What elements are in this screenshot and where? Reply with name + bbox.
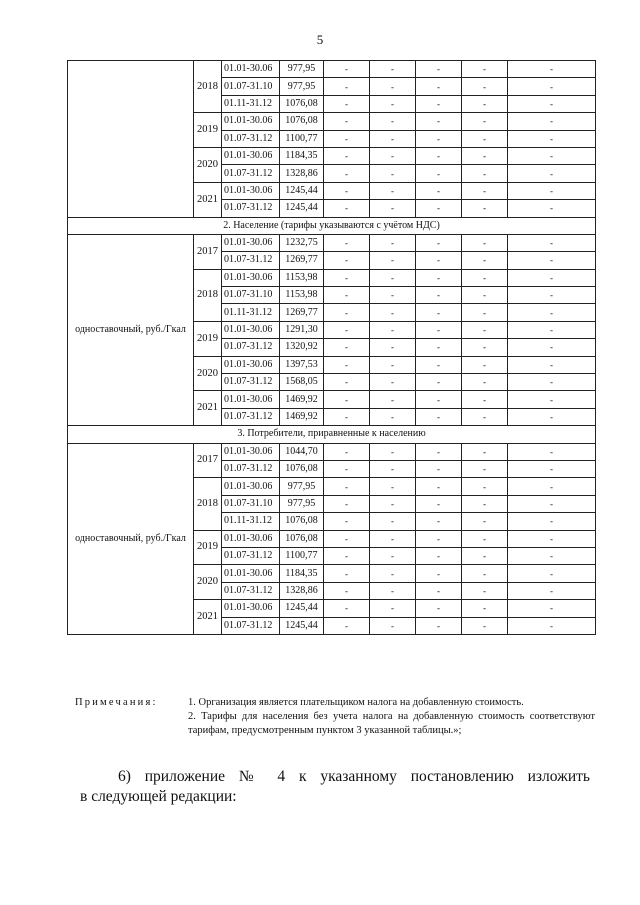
dash-cell: - <box>462 252 508 269</box>
period-cell: 01.11-31.12 <box>222 95 280 112</box>
dash-cell: - <box>416 321 462 338</box>
period-cell: 01.01-30.06 <box>222 61 280 78</box>
dash-cell: - <box>370 165 416 182</box>
tariff-value-cell: 1076,08 <box>280 513 324 530</box>
dash-cell: - <box>416 443 462 460</box>
period-cell: 01.07-31.12 <box>222 547 280 564</box>
dash-cell: - <box>324 269 370 286</box>
tariff-value-cell: 1320,92 <box>280 339 324 356</box>
dash-cell: - <box>462 113 508 130</box>
dash-cell: - <box>324 600 370 617</box>
dash-cell: - <box>416 130 462 147</box>
period-cell: 01.01-30.06 <box>222 234 280 251</box>
tariff-value-cell: 1328,86 <box>280 165 324 182</box>
tariff-value-cell: 977,95 <box>280 78 324 95</box>
dash-cell: - <box>508 252 596 269</box>
dash-cell: - <box>508 565 596 582</box>
dash-cell: - <box>370 408 416 425</box>
dash-cell: - <box>416 200 462 217</box>
dash-cell: - <box>462 321 508 338</box>
dash-cell: - <box>324 304 370 321</box>
dash-cell: - <box>462 61 508 78</box>
dash-cell: - <box>370 147 416 164</box>
tariff-value-cell: 1291,30 <box>280 321 324 338</box>
dash-cell: - <box>508 182 596 199</box>
dash-cell: - <box>462 95 508 112</box>
dash-cell: - <box>416 78 462 95</box>
year-cell: 2021 <box>194 391 222 426</box>
dash-cell: - <box>416 147 462 164</box>
dash-cell: - <box>324 460 370 477</box>
dash-cell: - <box>508 287 596 304</box>
dash-cell: - <box>508 443 596 460</box>
dash-cell: - <box>508 582 596 599</box>
dash-cell: - <box>416 478 462 495</box>
dash-cell: - <box>462 565 508 582</box>
dash-cell: - <box>370 530 416 547</box>
period-cell: 01.01-30.06 <box>222 530 280 547</box>
dash-cell: - <box>370 269 416 286</box>
tariff-value-cell: 1469,92 <box>280 408 324 425</box>
period-cell: 01.07-31.12 <box>222 374 280 391</box>
dash-cell: - <box>324 252 370 269</box>
dash-cell: - <box>508 113 596 130</box>
tariff-value-cell: 1153,98 <box>280 287 324 304</box>
year-cell: 2017 <box>194 443 222 478</box>
dash-cell: - <box>324 200 370 217</box>
dash-cell: - <box>324 443 370 460</box>
dash-cell: - <box>462 356 508 373</box>
note-item-2: 2. Тарифы для населения без учета налога на добавленную стоимость соответствуют тарифам, предусмотренным пунктом 3 указанной таблицы.»; <box>188 711 595 736</box>
dash-cell: - <box>462 478 508 495</box>
dash-cell: - <box>370 113 416 130</box>
section-title: 3. Потребители, приравненные к населению <box>68 426 596 443</box>
dash-cell: - <box>508 61 596 78</box>
dash-cell: - <box>416 234 462 251</box>
tariff-value-cell: 1269,77 <box>280 252 324 269</box>
tariff-value-cell: 1232,75 <box>280 234 324 251</box>
tariff-table-body <box>68 61 596 635</box>
dash-cell: - <box>324 356 370 373</box>
dash-cell: - <box>324 513 370 530</box>
dash-cell: - <box>508 391 596 408</box>
dash-cell: - <box>416 304 462 321</box>
dash-cell: - <box>416 547 462 564</box>
section-title: 2. Население (тарифы указываются с учётом НДС) <box>68 217 596 234</box>
tariff-value-cell: 1076,08 <box>280 530 324 547</box>
dash-cell: - <box>324 617 370 634</box>
period-cell: 01.01-30.06 <box>222 113 280 130</box>
year-cell: 2019 <box>194 530 222 565</box>
dash-cell: - <box>324 391 370 408</box>
tariff-value-cell: 1245,44 <box>280 200 324 217</box>
period-cell: 01.07-31.10 <box>222 78 280 95</box>
dash-cell: - <box>370 234 416 251</box>
year-cell: 2020 <box>194 356 222 391</box>
dash-cell: - <box>508 513 596 530</box>
dash-cell: - <box>324 287 370 304</box>
dash-cell: - <box>324 78 370 95</box>
dash-cell: - <box>462 269 508 286</box>
dash-cell: - <box>370 200 416 217</box>
dash-cell: - <box>324 113 370 130</box>
paragraph-line-1: 6) приложение № 4 к указанному постановлению изложить <box>118 768 590 785</box>
dash-cell: - <box>462 617 508 634</box>
dash-cell: - <box>370 95 416 112</box>
dash-cell: - <box>462 234 508 251</box>
dash-cell: - <box>416 582 462 599</box>
dash-cell: - <box>370 252 416 269</box>
dash-cell: - <box>508 95 596 112</box>
dash-cell: - <box>324 565 370 582</box>
dash-cell: - <box>370 617 416 634</box>
dash-cell: - <box>508 408 596 425</box>
period-cell: 01.11-31.12 <box>222 304 280 321</box>
dash-cell: - <box>416 61 462 78</box>
dash-cell: - <box>324 95 370 112</box>
period-cell: 01.07-31.12 <box>222 130 280 147</box>
dash-cell: - <box>508 530 596 547</box>
dash-cell: - <box>370 495 416 512</box>
dash-cell: - <box>416 513 462 530</box>
dash-cell: - <box>462 304 508 321</box>
dash-cell: - <box>324 234 370 251</box>
period-cell: 01.07-31.12 <box>222 339 280 356</box>
table-row <box>68 61 596 78</box>
tariff-value-cell: 977,95 <box>280 495 324 512</box>
dash-cell: - <box>370 460 416 477</box>
dash-cell: - <box>370 582 416 599</box>
dash-cell: - <box>508 339 596 356</box>
dash-cell: - <box>416 617 462 634</box>
dash-cell: - <box>508 617 596 634</box>
tariff-value-cell: 1100,77 <box>280 130 324 147</box>
dash-cell: - <box>462 443 508 460</box>
dash-cell: - <box>462 495 508 512</box>
dash-cell: - <box>370 443 416 460</box>
dash-cell: - <box>416 530 462 547</box>
dash-cell: - <box>416 113 462 130</box>
dash-cell: - <box>370 130 416 147</box>
dash-cell: - <box>370 565 416 582</box>
dash-cell: - <box>416 356 462 373</box>
dash-cell: - <box>462 339 508 356</box>
tariff-value-cell: 977,95 <box>280 478 324 495</box>
dash-cell: - <box>324 408 370 425</box>
tariff-type-cell: одноставочный, руб./Гкал <box>68 234 194 425</box>
section-header-row <box>68 217 596 234</box>
dash-cell: - <box>416 408 462 425</box>
dash-cell: - <box>416 287 462 304</box>
dash-cell: - <box>324 147 370 164</box>
period-cell: 01.01-30.06 <box>222 600 280 617</box>
tariff-value-cell: 1076,08 <box>280 113 324 130</box>
dash-cell: - <box>370 391 416 408</box>
tariff-value-cell: 1269,77 <box>280 304 324 321</box>
dash-cell: - <box>416 374 462 391</box>
tariff-table <box>67 60 596 635</box>
tariff-value-cell: 1568,05 <box>280 374 324 391</box>
dash-cell: - <box>416 391 462 408</box>
dash-cell: - <box>462 460 508 477</box>
period-cell: 01.01-30.06 <box>222 321 280 338</box>
dash-cell: - <box>508 547 596 564</box>
dash-cell: - <box>462 408 508 425</box>
period-cell: 01.07-31.12 <box>222 252 280 269</box>
dash-cell: - <box>462 600 508 617</box>
dash-cell: - <box>508 478 596 495</box>
period-cell: 01.07-31.12 <box>222 165 280 182</box>
tariff-value-cell: 1245,44 <box>280 600 324 617</box>
dash-cell: - <box>324 530 370 547</box>
dash-cell: - <box>462 200 508 217</box>
dash-cell: - <box>324 495 370 512</box>
period-cell: 01.07-31.12 <box>222 200 280 217</box>
tariff-type-cell: одноставочный, руб./Гкал <box>68 443 194 634</box>
dash-cell: - <box>370 78 416 95</box>
dash-cell: - <box>370 61 416 78</box>
tariff-value-cell: 1076,08 <box>280 95 324 112</box>
dash-cell: - <box>416 600 462 617</box>
period-cell: 01.01-30.06 <box>222 182 280 199</box>
year-cell: 2018 <box>194 61 222 113</box>
notes-label: Примечания: <box>75 697 158 708</box>
dash-cell: - <box>324 321 370 338</box>
tariff-value-cell: 1469,92 <box>280 391 324 408</box>
dash-cell: - <box>416 252 462 269</box>
tariff-value-cell: 1245,44 <box>280 617 324 634</box>
dash-cell: - <box>462 165 508 182</box>
dash-cell: - <box>462 130 508 147</box>
period-cell: 01.07-31.10 <box>222 287 280 304</box>
section-header-row <box>68 426 596 443</box>
year-cell: 2020 <box>194 565 222 600</box>
tariff-value-cell: 1184,35 <box>280 147 324 164</box>
dash-cell: - <box>370 600 416 617</box>
tariff-value-cell: 1100,77 <box>280 547 324 564</box>
dash-cell: - <box>508 147 596 164</box>
dash-cell: - <box>508 460 596 477</box>
period-cell: 01.01-30.06 <box>222 391 280 408</box>
period-cell: 01.01-30.06 <box>222 478 280 495</box>
dash-cell: - <box>508 130 596 147</box>
period-cell: 01.07-31.12 <box>222 408 280 425</box>
period-cell: 01.01-30.06 <box>222 443 280 460</box>
period-cell: 01.07-31.12 <box>222 460 280 477</box>
year-cell: 2018 <box>194 269 222 321</box>
year-cell: 2021 <box>194 182 222 217</box>
dash-cell: - <box>370 304 416 321</box>
tariff-value-cell: 1153,98 <box>280 269 324 286</box>
dash-cell: - <box>508 200 596 217</box>
tariff-value-cell: 1397,53 <box>280 356 324 373</box>
dash-cell: - <box>370 321 416 338</box>
dash-cell: - <box>416 565 462 582</box>
note-item-1: 1. Организация является плательщиком налога на добавленную стоимость. <box>188 697 524 708</box>
dash-cell: - <box>324 182 370 199</box>
dash-cell: - <box>370 374 416 391</box>
table-row <box>68 443 596 460</box>
year-cell: 2019 <box>194 321 222 356</box>
dash-cell: - <box>462 182 508 199</box>
dash-cell: - <box>462 582 508 599</box>
dash-cell: - <box>324 374 370 391</box>
dash-cell: - <box>324 547 370 564</box>
table-row <box>68 234 596 251</box>
paragraph-line-2: в следующей редакции: <box>80 788 237 805</box>
dash-cell: - <box>462 530 508 547</box>
tariff-value-cell: 1245,44 <box>280 182 324 199</box>
period-cell: 01.07-31.12 <box>222 617 280 634</box>
year-cell: 2020 <box>194 147 222 182</box>
year-cell: 2017 <box>194 234 222 269</box>
tariff-value-cell: 1076,08 <box>280 460 324 477</box>
dash-cell: - <box>508 165 596 182</box>
dash-cell: - <box>370 356 416 373</box>
dash-cell: - <box>324 582 370 599</box>
dash-cell: - <box>508 78 596 95</box>
tariff-type-cell <box>68 61 194 218</box>
period-cell: 01.01-30.06 <box>222 565 280 582</box>
dash-cell: - <box>508 374 596 391</box>
dash-cell: - <box>324 478 370 495</box>
dash-cell: - <box>324 339 370 356</box>
dash-cell: - <box>416 460 462 477</box>
dash-cell: - <box>324 61 370 78</box>
dash-cell: - <box>324 130 370 147</box>
dash-cell: - <box>370 339 416 356</box>
tariff-value-cell: 1184,35 <box>280 565 324 582</box>
dash-cell: - <box>462 287 508 304</box>
dash-cell: - <box>508 234 596 251</box>
dash-cell: - <box>416 269 462 286</box>
page-number: 5 <box>316 32 324 47</box>
dash-cell: - <box>370 287 416 304</box>
period-cell: 01.07-31.10 <box>222 495 280 512</box>
dash-cell: - <box>370 513 416 530</box>
dash-cell: - <box>370 478 416 495</box>
dash-cell: - <box>508 600 596 617</box>
dash-cell: - <box>370 547 416 564</box>
year-cell: 2019 <box>194 113 222 148</box>
dash-cell: - <box>416 495 462 512</box>
dash-cell: - <box>462 513 508 530</box>
period-cell: 01.11-31.12 <box>222 513 280 530</box>
year-cell: 2021 <box>194 600 222 635</box>
dash-cell: - <box>508 304 596 321</box>
dash-cell: - <box>416 165 462 182</box>
dash-cell: - <box>508 321 596 338</box>
dash-cell: - <box>370 182 416 199</box>
dash-cell: - <box>462 391 508 408</box>
period-cell: 01.07-31.12 <box>222 582 280 599</box>
dash-cell: - <box>416 95 462 112</box>
period-cell: 01.01-30.06 <box>222 356 280 373</box>
period-cell: 01.01-30.06 <box>222 147 280 164</box>
period-cell: 01.01-30.06 <box>222 269 280 286</box>
dash-cell: - <box>462 374 508 391</box>
year-cell: 2018 <box>194 478 222 530</box>
dash-cell: - <box>508 269 596 286</box>
dash-cell: - <box>508 495 596 512</box>
tariff-value-cell: 977,95 <box>280 61 324 78</box>
dash-cell: - <box>508 356 596 373</box>
tariff-value-cell: 1044,70 <box>280 443 324 460</box>
dash-cell: - <box>324 165 370 182</box>
dash-cell: - <box>416 182 462 199</box>
dash-cell: - <box>462 78 508 95</box>
dash-cell: - <box>462 147 508 164</box>
tariff-value-cell: 1328,86 <box>280 582 324 599</box>
dash-cell: - <box>462 547 508 564</box>
dash-cell: - <box>416 339 462 356</box>
